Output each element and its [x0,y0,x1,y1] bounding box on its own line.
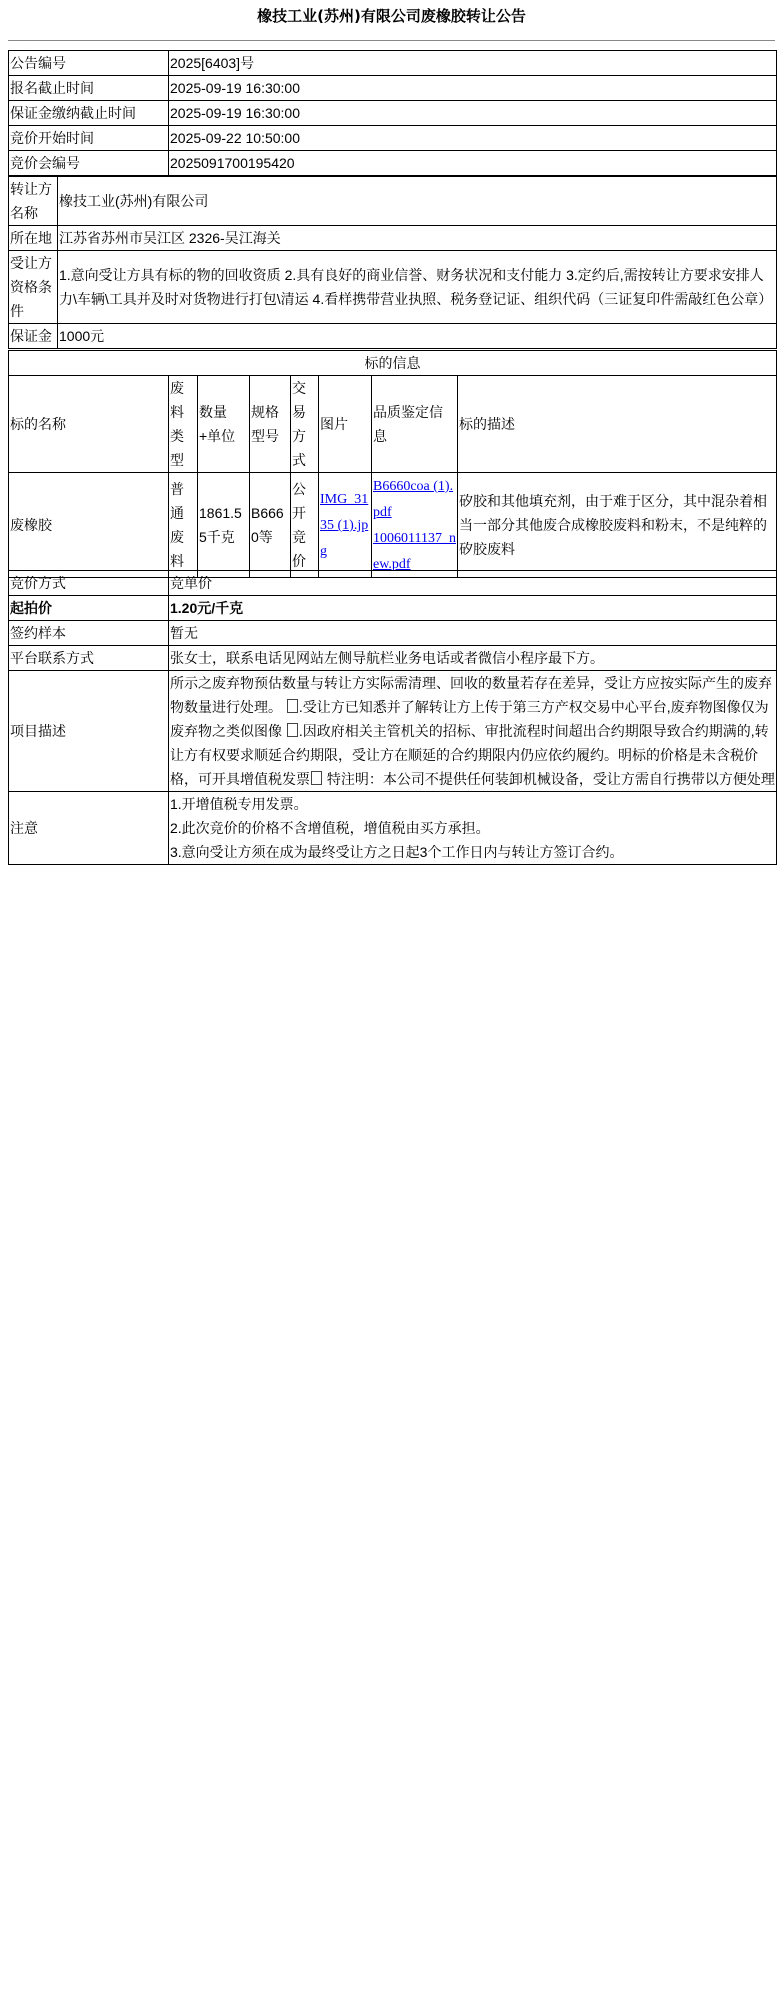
terms-table [8,570,777,865]
location-value: 江苏省苏州市吴江区 2326-吴江海关 [58,226,777,251]
location-label: 所在地 [9,226,58,251]
lot-image-link[interactable]: IMG_3135 (1).jpg [320,492,369,559]
table-row [9,596,777,621]
lot-quality-cell [372,473,458,578]
table-row [9,177,777,226]
note-label: 注意 [9,792,169,865]
start-price-label: 起拍价 [9,596,169,621]
table-row [9,101,777,126]
table-row [9,251,777,324]
missing-glyph-icon [311,771,322,785]
header-lot-name: 标的名称 [9,376,169,473]
bid-mode-label: 竞价方式 [9,571,169,596]
page-title: 橡技工业(苏州)有限公司废橡胶转让公告 [257,7,526,25]
table-header-row [9,376,777,473]
lot-trade-mode: 公开竞价 [291,473,319,578]
lot-table [8,350,777,578]
header-trade-mode: 交易方式 [291,376,319,473]
lot-section-title: 标的信息 [9,351,777,376]
deposit-deadline-label: 保证金缴纳截止时间 [9,101,169,126]
note-item: 2.此次竞价的价格不含增值税，增值税由买方承担。 [170,820,490,836]
table-row [9,621,777,646]
table-row [9,76,777,101]
lot-qty-unit: 1861.55千克 [198,473,250,578]
lot-waste-type: 普通废料 [169,473,198,578]
project-desc-part: 特注明：本公司不提供任何装卸机械设备，受让方需自行携带以方便处理 [326,771,775,787]
start-price-value: 1.20元/千克 [169,596,777,621]
header-spec: 规格型号 [250,376,291,473]
missing-glyph-icon [287,699,298,713]
qualification-label: 受让方资格条件 [9,251,58,324]
contact-value: 张女士，联系电话见网站左侧导航栏业务电话或者微信小程序最下方。 [169,646,777,671]
bid-start-value: 2025-09-22 10:50:00 [169,126,777,151]
table-row [9,151,777,176]
sample-value: 暂无 [169,621,777,646]
note-value [169,792,777,865]
table-row [9,671,777,792]
project-desc-part: .因政府相关主管机关的招标、审批流程时间超出合约期限导致合约期满的,转让方有权要求顺延合约期限，受让方在顺延的合约期限内仍应依约履约。明标的价格是未含税价格，可开具增值税发票 [170,723,769,787]
header-image: 图片 [319,376,372,473]
header-qty-unit: 数量+单位 [198,376,250,473]
transferor-name-value: 橡技工业(苏州)有限公司 [58,177,777,226]
signup-deadline-label: 报名截止时间 [9,76,169,101]
table-row [9,792,777,865]
deposit-value: 1000元 [58,324,777,349]
project-desc-label: 项目描述 [9,671,169,792]
sample-label: 签约样本 [9,621,169,646]
table-row [9,51,777,76]
note-item: 3.意向受让方须在成为最终受让方之日起3个工作日内与转让方签订合约。 [170,844,624,860]
auction-no-label: 竞价会编号 [9,151,169,176]
lot-image-cell [319,473,372,578]
project-desc-part: 所示之废弃物预估数量与转让方实际需清理、回收的数量若存在差异，受让方应按实际产生的废弃物数量进行处理。 [170,675,772,715]
table-row [9,226,777,251]
lot-desc: 矽胶和其他填充剂，由于难于区分，其中混杂着相当一部分其他废合成橡胶废料和粉末，不是纯粹的矽胶废料 [458,473,777,578]
missing-glyph-icon [287,723,298,737]
table-row [9,324,777,349]
quality-report-link[interactable]: B6660coa (1).pdf [373,479,454,520]
bid-mode-value: 竞单价 [169,571,777,596]
deposit-label: 保证金 [9,324,58,349]
header-quality: 品质鉴定信息 [372,376,458,473]
transferor-name-label: 转让方名称 [9,177,58,226]
bid-start-label: 竞价开始时间 [9,126,169,151]
table-row [9,571,777,596]
project-desc-value [169,671,777,792]
quality-report-link[interactable]: 1006011137_new.pdf [373,531,456,572]
note-item: 1.开增值税专用发票。 [170,796,308,812]
table-row [9,646,777,671]
basic-info-table [8,50,777,176]
contact-label: 平台联系方式 [9,646,169,671]
header-desc: 标的描述 [458,376,777,473]
table-row [9,473,777,578]
qualification-value: 1.意向受让方具有标的物的回收资质 2.具有良好的商业信誉、财务状况和支付能力 3.定约后,需按转让方要求安排人力\车辆\工具并及时对货物进行打包\清运 4.看样携带营业执照、税务登记证、组织代码（三证复印件需敲红色公章） [58,251,777,324]
transferor-table [8,176,777,349]
table-row [9,126,777,151]
auction-no-value: 2025091700195420 [169,151,777,176]
project-desc-part: .受让方已知悉并了解转让方上传于第三方产权交易中心平台,废弃物图像仅为废弃物之类似图像 [170,699,769,739]
deposit-deadline-value: 2025-09-19 16:30:00 [169,101,777,126]
lot-name: 废橡胶 [9,473,169,578]
announcement-no-value: 2025[6403]号 [169,51,777,76]
signup-deadline-value: 2025-09-19 16:30:00 [169,76,777,101]
lot-spec: B6660等 [250,473,291,578]
announcement-no-label: 公告编号 [9,51,169,76]
header-waste-type: 废料类型 [169,376,198,473]
title-divider [8,40,775,41]
table-row [9,351,777,376]
